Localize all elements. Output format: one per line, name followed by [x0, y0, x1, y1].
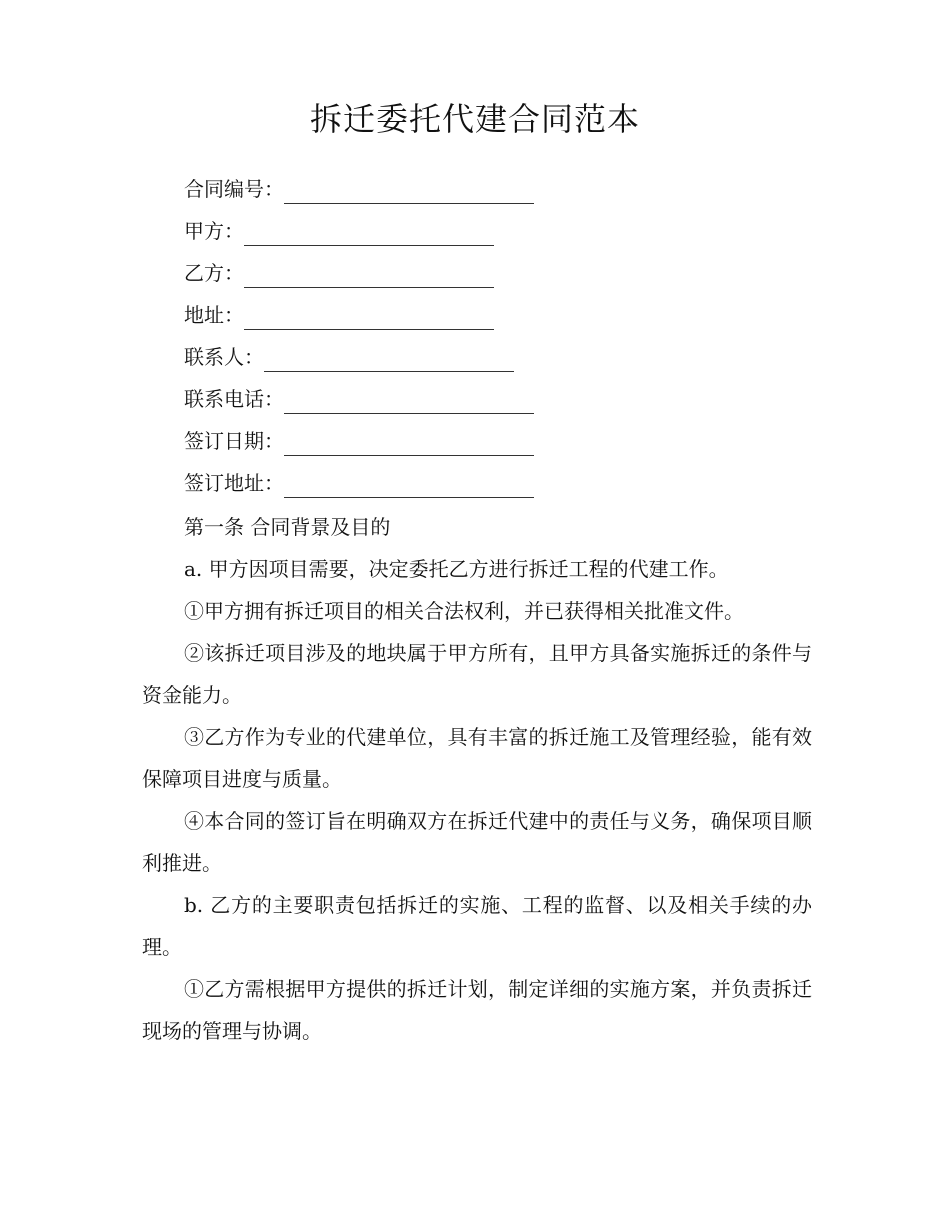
party-b-blank — [244, 259, 494, 288]
signing-date-label: 签订日期： — [184, 429, 284, 453]
clause-b: b. 乙方的主要职责包括拆迁的实施、工程的监督、以及相关手续的办理。 — [142, 893, 812, 959]
party-b-field — [184, 252, 534, 294]
address-label: 地址： — [184, 303, 244, 327]
contract-number-blank — [284, 175, 534, 204]
contract-number-label: 合同编号： — [184, 177, 284, 201]
signing-date-blank — [284, 427, 534, 456]
address-field — [184, 294, 534, 336]
signing-place-label: 签订地址： — [184, 471, 284, 495]
contact-person-blank — [264, 343, 514, 372]
address-blank — [244, 301, 494, 330]
clause-a: a. 甲方因项目需要，决定委托乙方进行拆迁工程的代建工作。 — [184, 557, 729, 581]
party-a-label: 甲方： — [184, 219, 244, 243]
clause-a-item-2: ②该拆迁项目涉及的地块属于甲方所有，且甲方具备实施拆迁的条件与资金能力。 — [142, 641, 812, 707]
contact-person-label: 联系人： — [184, 345, 264, 369]
clause-a-item-1: ①甲方拥有拆迁项目的相关合法权利，并已获得相关批准文件。 — [184, 599, 744, 623]
party-a-field — [184, 210, 534, 252]
contract-body — [142, 506, 812, 1052]
party-b-label: 乙方： — [184, 261, 244, 285]
party-a-blank — [244, 217, 494, 246]
clause-a-item-4: ④本合同的签订旨在明确双方在拆迁代建中的责任与义务，确保项目顺利推进。 — [142, 809, 812, 875]
contact-phone-label: 联系电话： — [184, 387, 284, 411]
contract-number-field — [184, 168, 534, 210]
article-heading: 第一条 合同背景及目的 — [184, 515, 391, 539]
contact-phone-blank — [284, 385, 534, 414]
signing-date-field — [184, 420, 534, 462]
document-title: 拆迁委托代建合同范本 — [309, 100, 640, 138]
clause-b-item-1: ①乙方需根据甲方提供的拆迁计划，制定详细的实施方案，并负责拆迁现场的管理与协调。 — [142, 977, 812, 1043]
clause-a-item-3: ③乙方作为专业的代建单位，具有丰富的拆迁施工及管理经验，能有效保障项目进度与质量。 — [142, 725, 812, 791]
contact-phone-field — [184, 378, 534, 420]
contact-person-field — [184, 336, 534, 378]
signing-place-field — [184, 462, 534, 504]
signing-place-blank — [284, 469, 534, 498]
contract-info-fields — [184, 168, 534, 504]
